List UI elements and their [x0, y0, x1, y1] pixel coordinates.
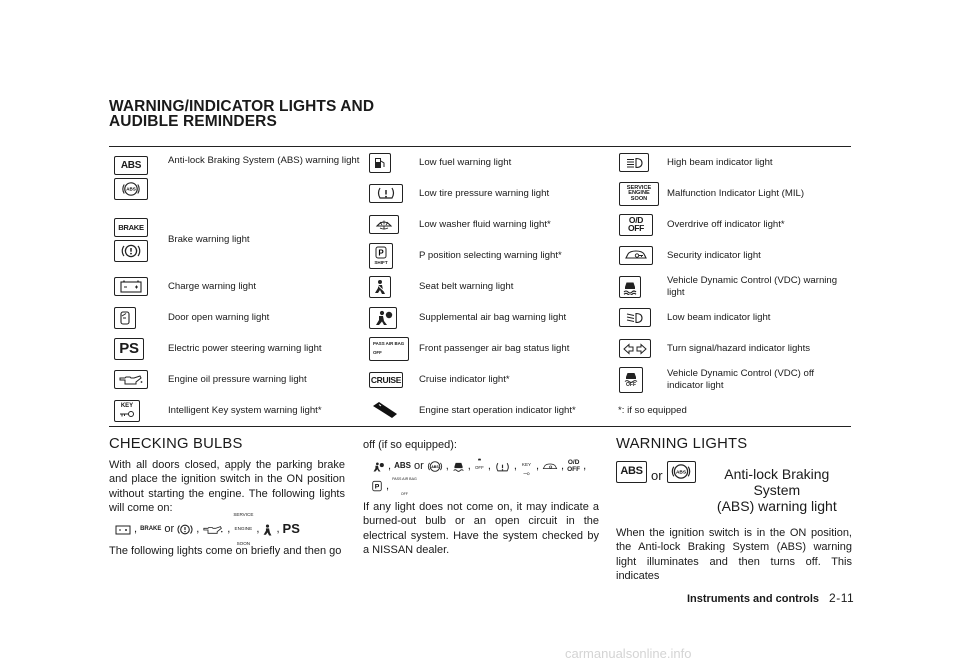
power-steering-icon — [283, 523, 300, 537]
highbeam-icon-cell — [615, 147, 667, 179]
abs-icon — [114, 156, 148, 175]
tire-label: Low tire pressure warning light — [419, 187, 550, 199]
charge-label: Charge warning light — [168, 280, 256, 292]
svg-text:ABS: ABS — [126, 186, 136, 192]
engine-text: ENGINE — [628, 190, 650, 197]
mil-icon-cell — [615, 178, 667, 209]
vdc-label: Vehicle Dynamic Control (VDC) warning light — [667, 274, 838, 298]
comma: , — [535, 460, 540, 473]
ppos-icon-cell — [366, 240, 419, 271]
pass-airbag-text: PASS AIR BAG — [373, 341, 405, 347]
charge-icon-cell — [109, 271, 168, 302]
oil-icon-cell — [109, 364, 168, 395]
brake-label: Brake warning light — [168, 234, 250, 245]
engine-mini-text: ENGINE — [234, 526, 253, 532]
cruise-label: Cruise indicator light* — [419, 373, 510, 385]
airbag-label: Supplemental air bag warning light — [419, 311, 567, 323]
start-label: Engine start operation indicator light* — [419, 404, 576, 416]
airbag-icon — [371, 460, 385, 474]
vdc-off-label: Vehicle Dynamic Control (VDC) off indicator light — [667, 367, 814, 391]
engine-start-icon — [369, 399, 401, 421]
comma: , — [513, 460, 517, 473]
od-off-text: OFF — [627, 223, 645, 233]
ps-mini-text: PS — [282, 521, 300, 537]
checking-bulbs-section — [109, 437, 345, 558]
key-icon-cell — [109, 395, 168, 427]
power-steering-icon — [114, 338, 144, 360]
watermark: carmanualsonline.info — [565, 646, 692, 661]
brake-icon-cell — [109, 209, 168, 271]
bulb-icon-row-1 — [115, 511, 345, 546]
cruise-icon-cell — [366, 364, 419, 395]
od-icon-cell — [615, 209, 667, 240]
page-title-line-1: WARNING/INDICATOR LIGHTS AND — [109, 98, 375, 115]
vdc-icon-cell — [615, 271, 667, 302]
cruise-icon — [369, 372, 403, 388]
oil-can-icon — [202, 523, 224, 537]
bulb-icon-row-2 — [371, 458, 599, 496]
battery-icon — [115, 523, 131, 537]
od-off-mini-text: OFF — [567, 466, 581, 474]
oil-label: Engine oil pressure warning light — [168, 373, 307, 385]
abs-circle-icon — [114, 178, 148, 200]
comma: , — [445, 460, 449, 473]
turn-signal-icon — [619, 339, 651, 358]
checking-bulbs-paragraph-2: The following lights come on briefly and then go — [109, 544, 342, 557]
abs-head-text: ABS — [620, 465, 643, 478]
passenger-airbag-off-icon — [369, 337, 409, 361]
shift-text: SHIFT — [374, 259, 388, 265]
airbag-icon-cell — [366, 302, 419, 333]
svg-text:P: P — [378, 248, 384, 258]
comma: , — [256, 523, 260, 536]
comma: , — [561, 460, 565, 473]
checking-bulbs-continued — [363, 437, 599, 558]
ppos-label: P position selecting warning light* — [419, 249, 562, 261]
svg-text:ABS: ABS — [430, 464, 439, 469]
lowbeam-icon-cell — [615, 302, 667, 333]
vdc-icon — [452, 460, 465, 474]
abs-circle-icon — [667, 461, 696, 483]
vdc-off-icon — [474, 458, 485, 476]
pass-mini-text: PASS AIR BAG — [392, 477, 417, 481]
pass-off-mini-text: OFF — [400, 491, 408, 496]
brake-text-icon — [114, 218, 148, 237]
turn-label: Turn signal/hazard indicator lights — [667, 342, 811, 354]
p-position-icon — [369, 243, 393, 269]
comma: , — [276, 523, 280, 536]
door-label: Door open warning light — [168, 311, 270, 323]
comma: , — [134, 523, 138, 536]
comma: , — [487, 460, 491, 473]
page-footer — [687, 591, 854, 605]
abs-warning-paragraph: When the ignition switch is in the ON position, the Anti-lock Braking System (ABS) warning light illuminates and then turns off. This indicates — [616, 526, 852, 582]
abs-icon — [616, 461, 647, 483]
comma: , — [227, 523, 231, 536]
washer-label: Low washer fluid warning light* — [419, 218, 551, 230]
battery-icon — [114, 277, 148, 296]
turn-icon-cell — [615, 333, 667, 364]
warning-lights-table — [109, 146, 851, 427]
if-light-not-on-paragraph: If any light does not come on, it may indicate a burned-out bulb or an open circuit in the electrical system. Have the system checked by a NISSAN dealer. — [363, 500, 599, 556]
passenger-airbag-off-icon — [392, 478, 417, 496]
brake-text-icon — [140, 523, 161, 537]
abs-label: Anti-lock Braking System (ABS) warning light — [168, 155, 360, 166]
pass-airbag-icon-cell — [366, 333, 419, 364]
oil-can-icon — [114, 370, 148, 389]
or-text: or — [164, 523, 175, 536]
tire-pressure-icon — [494, 460, 511, 474]
vdc-off-mini-text: OFF — [474, 465, 484, 470]
high-beam-icon — [619, 153, 649, 172]
comma: , — [467, 460, 471, 473]
door-open-icon — [114, 307, 136, 329]
brake-circle-icon — [114, 240, 148, 262]
od-mini-text: O/D — [567, 458, 580, 466]
brake-mini-text: BRAKE — [140, 526, 162, 533]
low-beam-icon — [619, 308, 651, 327]
abs-warning-title — [702, 466, 852, 514]
or-text: or — [413, 460, 424, 473]
ps-icon-text: PS — [119, 340, 139, 357]
comma: , — [583, 460, 587, 473]
security-icon-cell — [615, 240, 667, 271]
abs-icon-cell — [109, 147, 168, 210]
intelligent-key-icon — [114, 400, 140, 422]
mil-label: Malfunction Indicator Light (MIL) — [667, 187, 805, 199]
key-mini-text: KEY — [521, 461, 532, 467]
service-engine-soon-icon — [619, 182, 659, 206]
od-off-icon — [567, 458, 580, 476]
page-title — [109, 99, 374, 129]
off-if-equipped-text: off (if so equipped): — [363, 439, 457, 451]
comma: , — [388, 460, 392, 473]
fuel-icon-cell — [366, 147, 419, 179]
security-icon — [619, 246, 653, 265]
door-icon-cell — [109, 302, 168, 333]
svg-text:ABS: ABS — [676, 470, 687, 476]
seatbelt-icon — [262, 523, 273, 537]
cruise-icon-text: CRUISE — [370, 374, 402, 385]
washer-icon-cell — [366, 209, 419, 240]
security-label: Security indicator light — [667, 249, 761, 261]
checking-bulbs-heading: CHECKING BULBS — [109, 436, 243, 452]
or-text: or — [651, 467, 663, 483]
intelligent-key-icon — [520, 458, 533, 476]
pass-airbag-off-text: OFF — [373, 350, 382, 355]
start-icon-cell — [366, 395, 419, 427]
seatbelt-label: Seat belt warning light — [419, 280, 514, 292]
eps-icon-cell — [109, 333, 168, 364]
washer-fluid-icon — [369, 215, 399, 234]
vdc-off-icon-cell — [615, 364, 667, 395]
abs-icon-text: ABS — [120, 160, 142, 171]
checking-bulbs-paragraph: With all doors closed, apply the parking brake and place the ignition switch in the ON position without starting the engine. The following lights will come on: — [109, 458, 345, 514]
footnote: *: if so equipped — [618, 405, 687, 416]
svg-text:P: P — [374, 483, 380, 491]
od-off-icon — [619, 214, 653, 236]
abs-circle-icon — [427, 460, 443, 474]
brake-icon-text: BRAKE — [118, 223, 144, 232]
page-number: 2-11 — [829, 591, 855, 605]
vdc-off-icon — [619, 367, 643, 393]
abs-mini-text: ABS — [394, 461, 411, 471]
fuel-label: Low fuel warning light — [419, 156, 512, 168]
tire-pressure-icon — [369, 184, 403, 203]
vdc-off-text: OFF — [626, 381, 636, 388]
comma: , — [196, 523, 200, 536]
soon-mini-text: SOON — [236, 540, 251, 546]
airbag-icon — [369, 307, 397, 329]
comma: , — [386, 480, 390, 493]
abs-warning-subheading — [616, 461, 852, 514]
warning-lights-section — [616, 437, 852, 584]
fuel-icon — [369, 153, 391, 173]
seatbelt-icon — [369, 276, 391, 298]
highbeam-label: High beam indicator light — [667, 156, 773, 168]
p-position-icon — [371, 480, 383, 494]
od-text: O/D — [628, 215, 644, 225]
security-icon — [542, 460, 558, 474]
soon-text: SOON — [630, 195, 648, 202]
pass-airbag-label: Front passenger air bag status light — [419, 342, 570, 354]
page-title-line-2: AUDIBLE REMINDERS — [109, 113, 277, 130]
key-icon-text: KEY — [120, 403, 134, 410]
warning-lights-heading: WARNING LIGHTS — [616, 436, 748, 452]
eps-label: Electric power steering warning light — [168, 342, 322, 354]
od-label: Overdrive off indicator light* — [667, 218, 785, 230]
key-label: Intelligent Key system warning light* — [168, 404, 322, 416]
service-engine-soon-icon — [233, 511, 254, 546]
lowbeam-label: Low beam indicator light — [667, 311, 771, 323]
seatbelt-icon-cell — [366, 271, 419, 302]
service-text: SERVICE — [626, 184, 652, 191]
tire-icon-cell — [366, 178, 419, 209]
brake-circle-icon — [177, 523, 193, 537]
abs-warning-title-line-2: (ABS) warning light — [716, 497, 837, 514]
abs-warning-title-line-1: Anti-lock Braking System — [724, 465, 830, 498]
service-mini-text: SERVICE — [233, 511, 254, 517]
vdc-icon — [619, 276, 641, 298]
section-name: Instruments and controls — [687, 593, 820, 605]
